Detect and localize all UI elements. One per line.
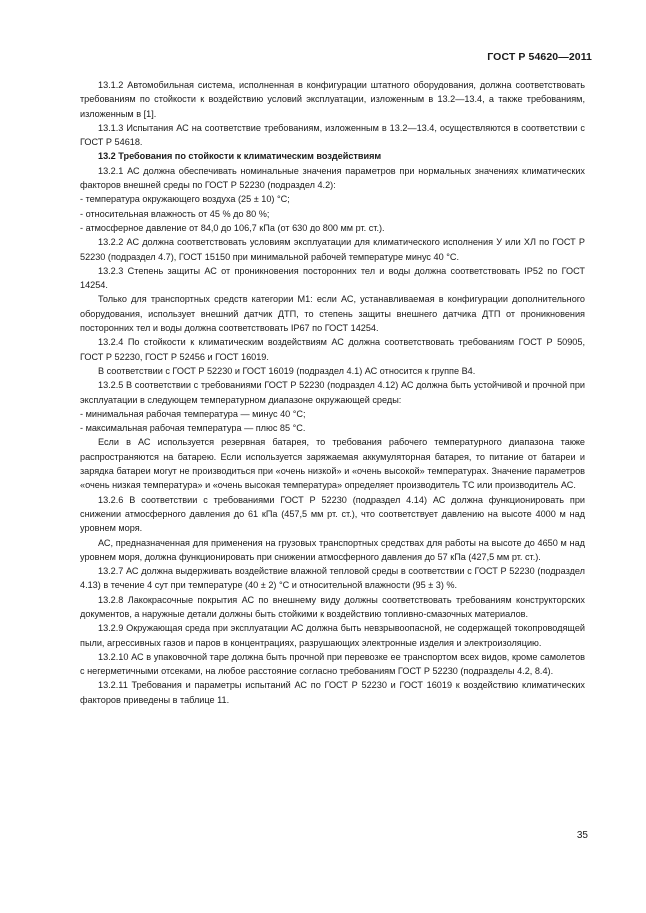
list-item: - минимальная рабочая температура — минус 40 °С;	[80, 408, 306, 419]
paragraph-13-2-3: 13.2.3 Степень защиты АС от проникновения посторонних тел и воды должна соответствовать IP52 по ГОСТ 14254.	[80, 265, 585, 291]
document-header: ГОСТ Р 54620—2011	[487, 51, 592, 63]
paragraph-13-2-1: 13.2.1 АС должна обеспечивать номинальные значения параметров при нормальных значениях климатических факторов внешней среды по ГОСТ Р 52230 (подраздел 4.2):	[80, 165, 585, 191]
paragraph-battery: Если в АС используется резервная батарея, то требования рабочего температурного диапазона также распространяются на батарею. Если используется заряжаемая аккумуляторная батарея, то питание от батареи и зарядка батареи могут не производиться при «очень низкой» и «очень высокой» температурах. Значение параметров «очень низкая температура» и «очень высокая температура» определяет производитель ТС или производитель АС.	[80, 437, 585, 491]
list-item: - температура окружающего воздуха (25 ± 10) °С;	[80, 194, 290, 205]
paragraph-13-2-7: 13.2.7 АС должна выдерживать воздействие влажной тепловой среды в соответствии с ГОСТ Р 52230 (подраздел 4.13) в течение 4 сут при температуре (40 ± 2) °С и относительной влажности (95 ± 3) %.	[80, 566, 585, 591]
paragraph-13-2-10: 13.2.10 АС в упаковочной таре должна быть прочной при перевозке ее транспортом всех видов, кроме самолетов с негерметичными отсеками, на любое расстояние согласно требованиям ГОСТ Р 52230 (подразделы 4.2, 8.4).	[80, 651, 585, 677]
paragraph-13-2-8: 13.2.8 Лакокрасочные покрытия АС по внешнему виду должны соответствовать требованиям конструкторских документов, а наружные детали должны быть стойкими к воздействию топливно-смазочных материалов.	[80, 594, 585, 619]
paragraph-m1-note: Только для транспортных средств категории М1: если АС, устанавливаемая в конфигурации дополнительного оборудования, использует внешний датчик ДТП, то степень защиты внешнего датчика ДТП от проникновения посторонних тел и воды должна соответствовать IP67 по ГОСТ 14254.	[80, 294, 585, 334]
paragraph-13-2-5: 13.2.5 В соответствии с требованиями ГОСТ Р 52230 (подраздел 4.12) АС должна быть устойчивой и прочной при эксплуатации в следующем температурном диапазоне окружающей среды:	[80, 380, 585, 405]
paragraph-13-1-2: 13.1.2 Автомобильная система, исполненная в конфигурации штатного оборудования, должна соответствовать требованиям по стойкости к воздействию условий эксплуатации, изложенным в 13.2—13.4, а также требованиям, изложенным в [1].	[80, 80, 585, 119]
list-item: - относительная влажность от 45 % до 80 %;	[80, 208, 270, 219]
paragraph-13-2-9: 13.2.9 Окружающая среда при эксплуатации АС должна быть невзрывоопасной, не содержащей токопроводящей пыли, агрессивных газов и паров в концентрациях, разрушающих электронные изделия и электроизоляцию.	[80, 623, 585, 648]
section-heading-13-2: 13.2 Требования по стойкости к климатическим воздействиям	[98, 151, 382, 162]
list-item: - атмосферное давление от 84,0 до 106,7 кПа (от 630 до 800 мм рт. ст.).	[80, 222, 385, 233]
paragraph-13-2-2: 13.2.2 АС должна соответствовать условиям эксплуатации для климатического исполнения У или ХЛ по ГОСТ Р 52230 (подраздел 4.7), ГОСТ 15150 при минимальной рабочей температуре минус 40 °С.	[80, 237, 585, 262]
paragraph-group-b4: В соответствии с ГОСТ Р 52230 и ГОСТ 16019 (подраздел 4.1) АС относится к группе В4.	[98, 365, 476, 376]
page-number: 35	[576, 830, 588, 841]
document-body	[80, 78, 585, 707]
paragraph-13-1-3: 13.1.3 Испытания АС на соответствие требованиям, изложенным в 13.2—13.4, осуществляются в соответствии с ГОСТ Р 54618.	[80, 122, 585, 148]
list-item: - максимальная рабочая температура — плюс 85 °С.	[80, 423, 306, 434]
paragraph-13-2-6: 13.2.6 В соответствии с требованиями ГОСТ Р 52230 (подраздел 4.14) АС должна функционировать при снижении атмосферного давления до 61 кПа (457,5 мм рт. ст.), что соответствует давлению на высоте 4000 м над уровнем моря.	[80, 494, 585, 534]
paragraph-13-2-11: 13.2.11 Требования и параметры испытаний АС по ГОСТ Р 52230 и ГОСТ 16019 к воздействию климатических факторов приведены в таблице 11.	[80, 680, 585, 705]
paragraph-trucks: АС, предназначенная для применения на грузовых транспортных средствах для работы на высоте до 4650 м над уровнем моря, должна функционировать при снижении атмосферного давления до 57 кПа (427,5 мм рт. ст.).	[80, 537, 585, 562]
paragraph-13-2-4: 13.2.4 По стойкости к климатическим воздействиям АС должна соответствовать требованиям ГОСТ Р 50905, ГОСТ Р 52230, ГОСТ Р 52456 и ГОСТ 16019.	[80, 337, 585, 362]
